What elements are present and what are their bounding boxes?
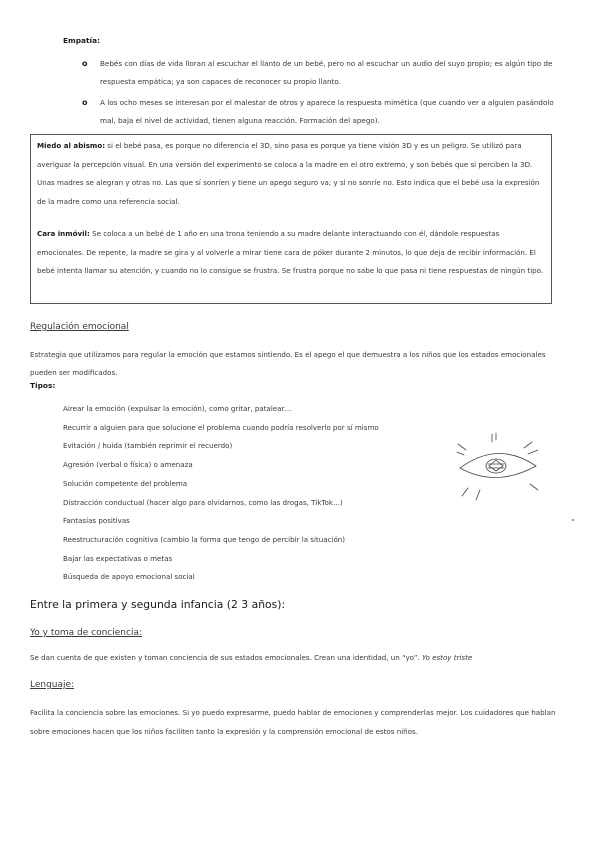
yo-heading: Yo y toma de conciencia: [30, 628, 142, 638]
empatia-heading: Empatía: [63, 36, 101, 45]
list-item: Bajar las expectativas o metas [63, 553, 173, 563]
margin-mark [572, 519, 574, 521]
yo-text [30, 651, 472, 665]
list-item: Reestructuración cognitiva (cambio la forma que tengo de percibir la situación) [63, 534, 346, 544]
eye-sketch-icon [452, 428, 544, 508]
list-item: Recurrir a alguien para que solucione el problema cuando podría resolverlo por sí mismo [63, 422, 379, 432]
list-item: Agresión (verbal o física) o amenaza [63, 460, 193, 470]
list-item: Solución competente del problema [63, 478, 188, 488]
tipos-list [63, 400, 379, 587]
empatia-list [82, 55, 562, 133]
cara-label: Cara inmóvil: [37, 229, 90, 238]
yo-text-body: Se dan cuenta de que existen y toman conciencia de sus estados emocionales. Crean una identidad, un “yo”. [30, 653, 422, 662]
cara-paragraph [37, 225, 545, 281]
yo-text-italic: Yo estoy triste [421, 653, 473, 662]
experiments-box [30, 134, 552, 304]
list-item-text: Bebés con días de vida lloran al escuchar el llanto de un bebé, pero no al escuchar un audio del suyo propio; es algún tipo de respuesta empática; ya son capaces de reconocer su propio llanto. [100, 59, 553, 86]
infancia-heading: Entre la primera y segunda infancia (2 3 años): [30, 598, 286, 611]
regulacion-text: Estrategia que utilizamos para regular la emoción que estamos sintiendo. Es el apego el que demuestra a los niños que los estados emocionales pueden ser modificados. [30, 350, 546, 377]
list-item: Distracción conductual (hacer algo para olvidarnos, como las drogas, TikTok…) [63, 497, 343, 507]
cara-text: Se coloca a un bebé de 1 año en una trona teniendo a su madre delante interactuando con él, dándole respuestas emocionales. De repente, la madre se gira y al volverle a mirar tiene cara de póker durante 2 minutos, lo que deja de recibir información. El bebé intenta llamar su atención, y cuando no lo consigue se frustra. Se frustra porque no sabe lo que pasa ni tiene respuestas de ningún tipo. [37, 229, 544, 275]
list-item: Airear la emoción (expulsar la emoción), como gritar, patalear… [63, 404, 292, 413]
miedo-paragraph [37, 137, 545, 211]
list-item: Evitación / huida (también reprimir el recuerdo) [63, 441, 233, 451]
list-item: Búsqueda de apoyo emocional social [63, 572, 195, 582]
list-item [82, 94, 562, 129]
regulacion-heading: Regulación emocional [30, 322, 129, 332]
bullet-marker: o [82, 98, 88, 107]
bullet-marker: o [82, 59, 88, 68]
tipos-label: Tipos: [30, 381, 56, 390]
list-item-text: A los ocho meses se interesan por el malestar de otros y aparece la respuesta mimética (que cuando ver a alguien pasándolo mal, baja el nivel de actividad, tienen alguna reacción. Formación del apego). [100, 98, 554, 125]
lenguaje-text: Facilita la conciencia sobre las emociones. Si yo puedo expresarme, puedo hablar de emociones y comprenderlas mejor. Los cuidadores que hablan sobre emociones hacen que los niños faciliten tanto la expresión y la comprensión emocional de estos niños. [30, 708, 556, 736]
miedo-label: Miedo al abismo: [37, 141, 106, 150]
list-item [82, 55, 562, 90]
lenguaje-heading: Lenguaje: [30, 680, 75, 690]
miedo-text: si el bebé pasa, es porque no diferencia el 3D, sino pasa es porque ya tiene visión 3D y es un peligro. Se utilizó para averiguar la percepción visual. En una versión del experimento se coloca a la madre en el otro extremo, y son bebés que si perciben la 3D. Unas madres se alegran y otras no. Las que sí sonríen y tiene un apego seguro va; y si no sonríe no. Esto indica que el bebé usa la expresión de la madre como una referencia social. [37, 141, 540, 206]
list-item: Fantasías positivas [63, 516, 130, 526]
